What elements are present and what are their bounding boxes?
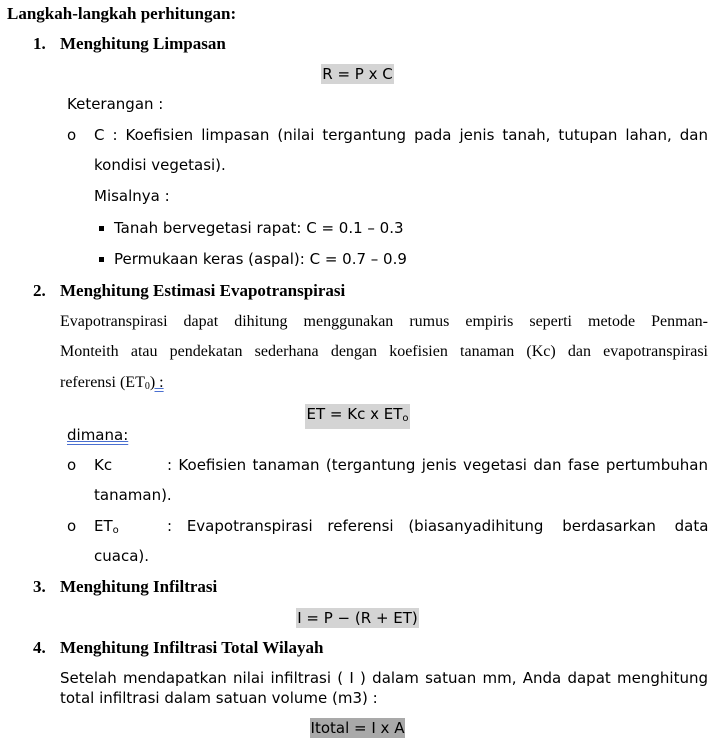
et0-description-line2: cuaca). (94, 547, 150, 565)
c-description-line2: kondisi vegetasi). (94, 156, 226, 174)
c-description-line1: C : Koefisien limpasan (nilai tergantung pada jenis tanah, tutupan lahan, dan (94, 126, 708, 144)
formula-total-wrap (0, 718, 713, 738)
evapo-paragraph-line2: Monteith atau pendekatan sederhana dengan koefisien tanaman (Kc) dan evapotranspirasi (60, 343, 708, 360)
square-bullet-icon (99, 257, 104, 262)
formula-runoff: R = P x C (322, 65, 393, 83)
total-paragraph-line1: Setelah mendapatkan nilai infiltrasi ( I ) dalam satuan mm, Anda dapat menghitung (60, 669, 708, 687)
et0-term: $ET_o$ (94, 517, 119, 536)
section-1-title: Menghitung Limpasan (60, 34, 226, 53)
example-hard-surface: Permukaan keras (aspal): C = 0.7 – 0.9 (114, 250, 407, 268)
section-3-number: 3. (33, 577, 46, 596)
dimana-label: dimana: (67, 426, 129, 444)
keterangan-label: Keterangan : (67, 95, 164, 113)
kc-description-line2: tanaman). (94, 486, 172, 504)
section-4-number: 4. (33, 638, 46, 657)
section-4-title: Menghitung Infiltrasi Total Wilayah (60, 638, 324, 657)
kc-term: Kc (94, 456, 113, 474)
section-2-title: Menghitung Estimasi Evapotranspirasi (60, 281, 346, 300)
formula-total: Itotal = I x A (310, 719, 405, 737)
formula-infiltration: I = P − (R + ET) (297, 609, 418, 627)
example-vegetated: Tanah bervegetasi rapat: C = 0.1 – 0.3 (114, 219, 404, 237)
evapo-paragraph-line1: Evapotranspirasi dapat dihitung menggunakan rumus empiris seperti metode Penman- (60, 313, 708, 330)
section-2-number: 2. (33, 281, 46, 300)
formula-runoff-wrap (0, 64, 713, 84)
bullet-circle-icon: o (67, 456, 77, 474)
bullet-circle-icon: o (67, 126, 77, 144)
evapo-paragraph-line3: referensi $(ET_0)$ : (60, 374, 164, 392)
misalnya-label: Misalnya : (94, 187, 170, 205)
section-1-number: 1. (33, 34, 46, 53)
document-heading: Langkah-langkah perhitungan: (7, 4, 237, 23)
square-bullet-icon (99, 226, 104, 231)
total-paragraph-line2: total infiltrasi dalam satuan volume (m3) : (60, 689, 378, 707)
section-3-title: Menghitung Infiltrasi (60, 577, 218, 596)
et0-description-line1: : Evapotranspirasi referensi (biasanya dihitung berdasarkan data (167, 517, 709, 535)
kc-description-line1: : Koefisien tanaman (tergantung jenis vegetasi dan fase pertumbuhan (167, 456, 708, 474)
formula-et: ET = Kc x $ET_o$ (305, 404, 409, 429)
bullet-circle-icon: o (67, 517, 77, 535)
formula-infiltration-wrap (0, 608, 713, 628)
